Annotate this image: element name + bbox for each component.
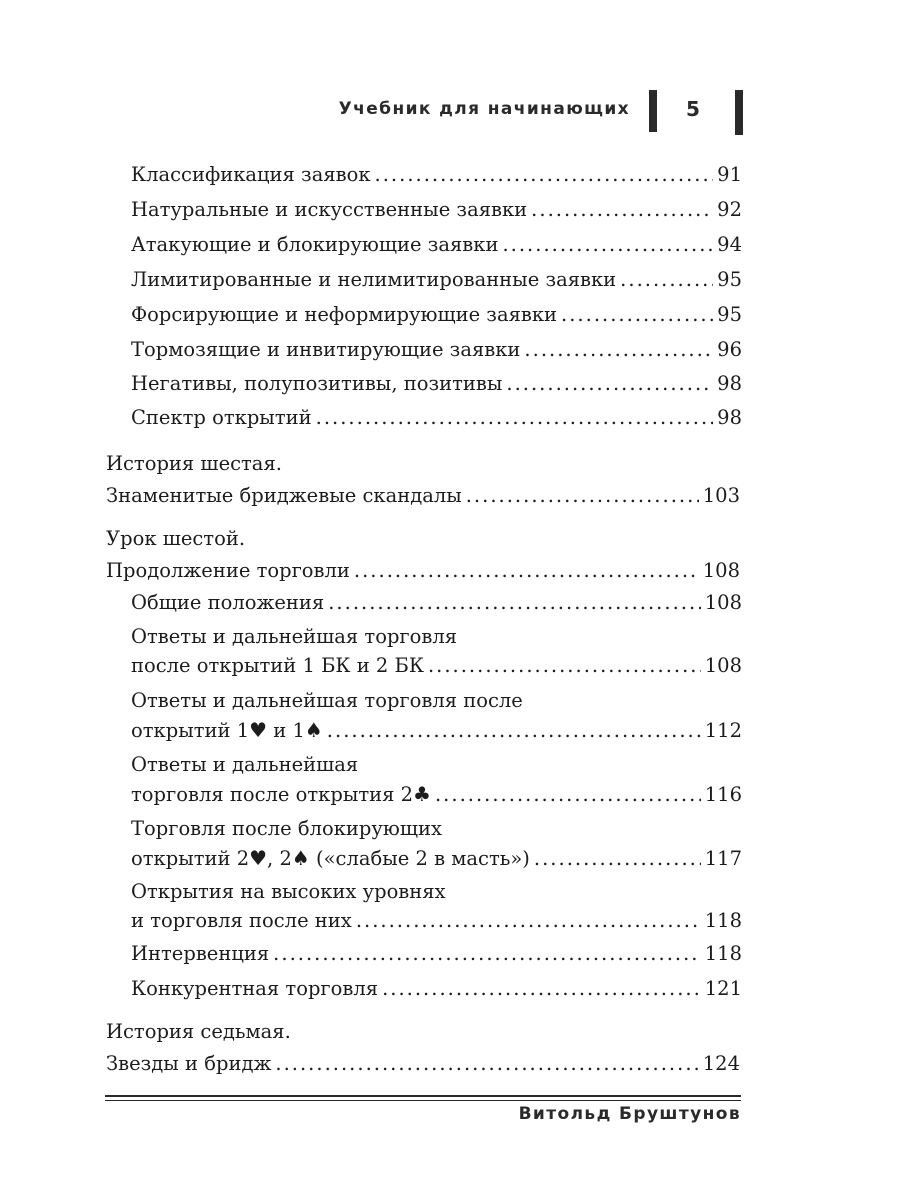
toc-entry-title: Натуральные и искусственные заявки bbox=[131, 198, 528, 221]
toc-leader-dots bbox=[375, 163, 714, 187]
toc-page-number: 108 bbox=[704, 654, 742, 677]
toc-page-number: 94 bbox=[717, 233, 742, 256]
toc-leader-dots bbox=[328, 591, 701, 615]
toc-entry-title-line1: Ответы и дальнейшая торговля после bbox=[131, 689, 523, 712]
toc-leader-dots bbox=[534, 847, 701, 871]
heart-suit-icon: ♥ bbox=[249, 846, 268, 870]
toc-entry-title: после открытий 1 БК и 2 БК bbox=[131, 654, 424, 677]
toc-entry bbox=[131, 591, 742, 615]
toc-leader-dots bbox=[502, 233, 713, 257]
toc-entry-title-line1: Торговля после блокирующих bbox=[131, 817, 442, 840]
toc-entry bbox=[131, 198, 742, 222]
toc-page-number: 116 bbox=[704, 783, 742, 806]
toc-entry bbox=[131, 163, 742, 187]
toc-entry-title: Негативы, полупозитивы, позитивы bbox=[131, 372, 503, 395]
toc-section-heading: История шестая. bbox=[106, 452, 282, 475]
toc-leader-dots bbox=[506, 372, 713, 396]
toc-entry bbox=[131, 372, 742, 396]
toc-leader-dots bbox=[466, 484, 699, 508]
toc-entry bbox=[131, 942, 742, 966]
toc-page-number: 118 bbox=[704, 909, 742, 932]
toc-entry bbox=[131, 268, 742, 292]
toc-entry-title: Классификация заявок bbox=[131, 163, 371, 186]
toc-section-entry bbox=[106, 1020, 740, 1076]
toc-section-entry bbox=[106, 527, 740, 583]
toc-leader-dots bbox=[531, 198, 713, 222]
toc-entry-title: открытий 1♥ и 1♠ bbox=[131, 718, 323, 742]
toc-entry-title: Форсирующие и неформирующие заявки bbox=[131, 303, 558, 326]
toc-page-number: 112 bbox=[704, 719, 742, 742]
toc-entry-title: и торговля после них bbox=[131, 909, 352, 932]
toc-entry-title-line1: Ответы и дальнейшая торговля bbox=[131, 625, 458, 648]
toc-entry bbox=[131, 338, 742, 362]
toc-entry-title: Спектр открытий bbox=[131, 406, 312, 429]
footer-rule-thin bbox=[105, 1100, 741, 1101]
toc-entry bbox=[131, 977, 742, 1001]
toc-page-number: 96 bbox=[717, 338, 742, 361]
toc-leader-dots bbox=[435, 783, 701, 807]
toc-leader-dots bbox=[356, 909, 701, 933]
toc-entry-title: Звезды и бридж bbox=[106, 1052, 272, 1075]
toc-entry bbox=[131, 689, 742, 743]
toc-section-entry bbox=[106, 452, 740, 508]
toc-leader-dots bbox=[428, 654, 701, 678]
toc-page-number: 103 bbox=[702, 484, 740, 507]
toc-page-number: 118 bbox=[704, 942, 742, 965]
toc-entry-title: Интервенция bbox=[131, 942, 270, 965]
toc-entry-title: открытий 2♥, 2♠ («слабые 2 в масть») bbox=[131, 846, 530, 870]
toc-section-heading: История седьмая. bbox=[106, 1020, 291, 1043]
toc-page-number: 92 bbox=[717, 198, 742, 221]
toc-entry-title-line1: Открытия на высоких уровнях bbox=[131, 880, 446, 903]
toc-entry-title: Конкурентная торговля bbox=[131, 977, 379, 1000]
toc-leader-dots bbox=[620, 268, 713, 292]
toc-entry bbox=[131, 880, 742, 933]
toc-page-number: 95 bbox=[717, 303, 742, 326]
page-number: 5 bbox=[686, 97, 700, 121]
toc-page-number: 117 bbox=[704, 847, 742, 870]
toc-page-number: 121 bbox=[704, 977, 742, 1000]
toc-page-number: 108 bbox=[704, 591, 742, 614]
toc-entry bbox=[131, 303, 742, 327]
toc-entry-title: Продолжение торговли bbox=[106, 559, 350, 582]
footer-author: Витольд Бруштунов bbox=[518, 1104, 741, 1124]
toc-leader-dots bbox=[273, 942, 701, 966]
toc-page-number: 108 bbox=[702, 559, 740, 582]
toc-section-heading: Урок шестой. bbox=[106, 527, 246, 550]
toc-leader-dots bbox=[561, 303, 713, 327]
toc-entry bbox=[131, 625, 742, 678]
heart-suit-icon: ♥ bbox=[249, 718, 268, 742]
toc-entry bbox=[131, 406, 742, 430]
footer-rule-thick bbox=[105, 1095, 741, 1097]
toc-entry-title: Общие положения bbox=[131, 591, 325, 614]
spade-suit-icon: ♠ bbox=[291, 846, 310, 870]
toc-page-number: 91 bbox=[717, 163, 742, 186]
toc-entry-title: торговля после открытия 2♣ bbox=[131, 782, 431, 806]
toc-entry-title-line1: Ответы и дальнейшая bbox=[131, 753, 359, 776]
toc-page-number: 124 bbox=[702, 1052, 740, 1075]
toc-entry-title: Тормозящие и инвитирующие заявки bbox=[131, 338, 521, 361]
toc-entry-title: Атакующие и блокирующие заявки bbox=[131, 233, 499, 256]
toc-entry-title: Знаменитые бриджевые скандалы bbox=[106, 484, 462, 507]
toc-page-number: 98 bbox=[717, 372, 742, 395]
toc-leader-dots bbox=[316, 406, 714, 430]
toc-leader-dots bbox=[382, 977, 701, 1001]
toc-page-number: 95 bbox=[717, 268, 742, 291]
spade-suit-icon: ♠ bbox=[304, 718, 323, 742]
toc-leader-dots bbox=[275, 1052, 698, 1076]
toc-page-number: 98 bbox=[717, 406, 742, 429]
header-title: Учебник для начинающих bbox=[338, 99, 630, 119]
toc-entry bbox=[131, 753, 742, 807]
toc-entry bbox=[131, 233, 742, 257]
toc-leader-dots bbox=[327, 719, 701, 743]
toc-leader-dots bbox=[354, 559, 699, 583]
club-suit-icon: ♣ bbox=[413, 782, 431, 806]
toc-leader-dots bbox=[524, 338, 713, 362]
toc-entry bbox=[131, 817, 742, 871]
toc-entry-title: Лимитированные и нелимитированные заявки bbox=[131, 268, 617, 291]
